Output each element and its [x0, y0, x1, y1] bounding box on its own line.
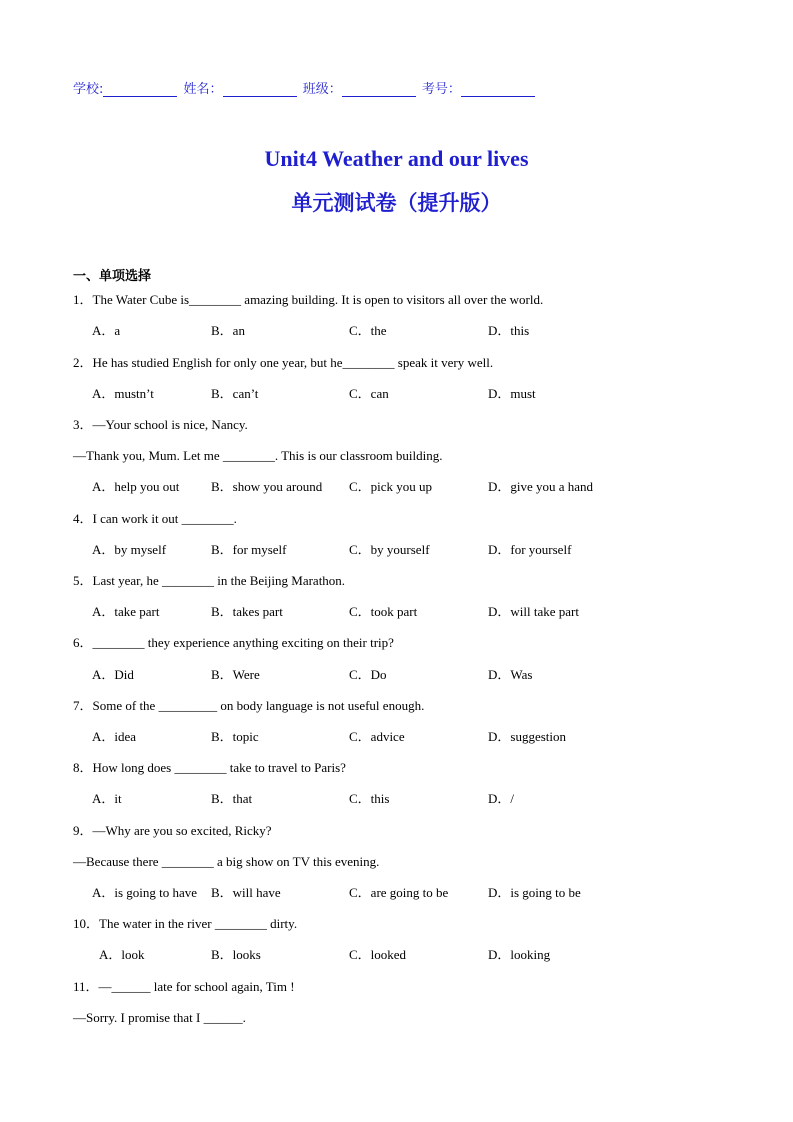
q2-option-b: B．can’t	[211, 386, 259, 401]
q5-option-a: A．take part	[92, 604, 160, 619]
page-title: Unit4 Weather and our lives	[264, 146, 529, 171]
question-6: 6．________ they experience anything exciting on their trip?	[73, 635, 394, 650]
question-11-reply: —Sorry. I promise that I ______.	[73, 1010, 246, 1025]
q4-option-a: A．by myself	[92, 542, 167, 557]
q6-option-c: C．Do	[349, 667, 387, 682]
question-5: 5．Last year, he ________ in the Beijing Marathon.	[73, 573, 346, 588]
q3-option-d: D．give you a hand	[488, 479, 594, 494]
q7-option-c: C．advice	[349, 729, 405, 744]
q5-option-d: D．will take part	[488, 604, 579, 619]
q5-option-c: C．took part	[349, 604, 418, 619]
question-3-reply: —Thank you, Mum. Let me ________. This is our classroom building.	[73, 448, 443, 463]
q9-option-d: D．is going to be	[488, 885, 581, 900]
school-blank	[103, 82, 177, 97]
q10-option-c: C．looked	[349, 947, 407, 962]
q1-option-d: D．this	[488, 323, 530, 338]
name-label: 姓名：	[183, 82, 223, 97]
question-1: 1．The Water Cube is________ amazing building. It is open to visitors all over the world.	[73, 292, 544, 307]
name-blank	[223, 82, 297, 97]
class-blank	[342, 82, 416, 97]
q1-option-a: A．a	[92, 323, 121, 338]
q8-option-c: C．this	[349, 791, 390, 806]
number-label: 考号：	[421, 82, 461, 97]
q9-option-c: C．are going to be	[349, 885, 449, 900]
q7-option-b: B．topic	[211, 729, 259, 744]
q10-option-a: A．look	[99, 947, 145, 962]
page-subtitle: 单元测试卷（提升版）	[291, 191, 502, 215]
question-7: 7．Some of the _________ on body language is not useful enough.	[73, 698, 425, 713]
question-4: 4．I can work it out ________.	[73, 511, 237, 526]
question-3: 3．—Your school is nice, Nancy.	[73, 417, 248, 432]
q4-option-d: D．for yourself	[488, 542, 572, 557]
question-8: 8．How long does ________ take to travel to Paris?	[73, 760, 346, 775]
q8-option-b: B．that	[211, 791, 253, 806]
q7-option-a: A．idea	[92, 729, 137, 744]
q6-option-a: A．Did	[92, 667, 134, 682]
q5-option-b: B．takes part	[211, 604, 283, 619]
school-label: 学校:	[73, 82, 104, 97]
q4-option-b: B．for myself	[211, 542, 287, 557]
q6-option-b: B．Were	[211, 667, 260, 682]
q2-option-c: C．can	[349, 386, 389, 401]
q3-option-b: B．show you around	[211, 479, 323, 494]
exam-info-header	[73, 78, 537, 97]
q10-option-b: B．looks	[211, 947, 261, 962]
q2-option-d: D．must	[488, 386, 536, 401]
q7-option-d: D．suggestion	[488, 729, 567, 744]
question-9-reply: —Because there ________ a big show on TV this evening.	[73, 854, 380, 869]
q8-option-d: D．/	[488, 791, 515, 806]
question-9: 9．—Why are you so excited, Ricky?	[73, 823, 272, 838]
q10-option-d: D．looking	[488, 947, 551, 962]
q6-option-d: D．Was	[488, 667, 533, 682]
number-blank	[461, 82, 535, 97]
section-title: 一、单项选择	[73, 269, 152, 284]
q9-option-a: A．is going to have	[92, 885, 198, 900]
question-11: 11．—______ late for school again, Tim !	[73, 979, 295, 994]
class-label: 班级：	[302, 82, 342, 97]
q2-option-a: A．mustn’t	[92, 386, 154, 401]
q3-option-a: A．help you out	[92, 479, 180, 494]
q8-option-a: A．it	[92, 791, 122, 806]
q3-option-c: C．pick you up	[349, 479, 433, 494]
q1-option-b: B．an	[211, 323, 245, 338]
question-10: 10．The water in the river ________ dirty.	[73, 916, 298, 931]
q1-option-c: C．the	[349, 323, 387, 338]
q9-option-b: B．will have	[211, 885, 281, 900]
question-2: 2．He has studied English for only one year, but he________ speak it very well.	[73, 355, 494, 370]
q4-option-c: C．by yourself	[349, 542, 430, 557]
